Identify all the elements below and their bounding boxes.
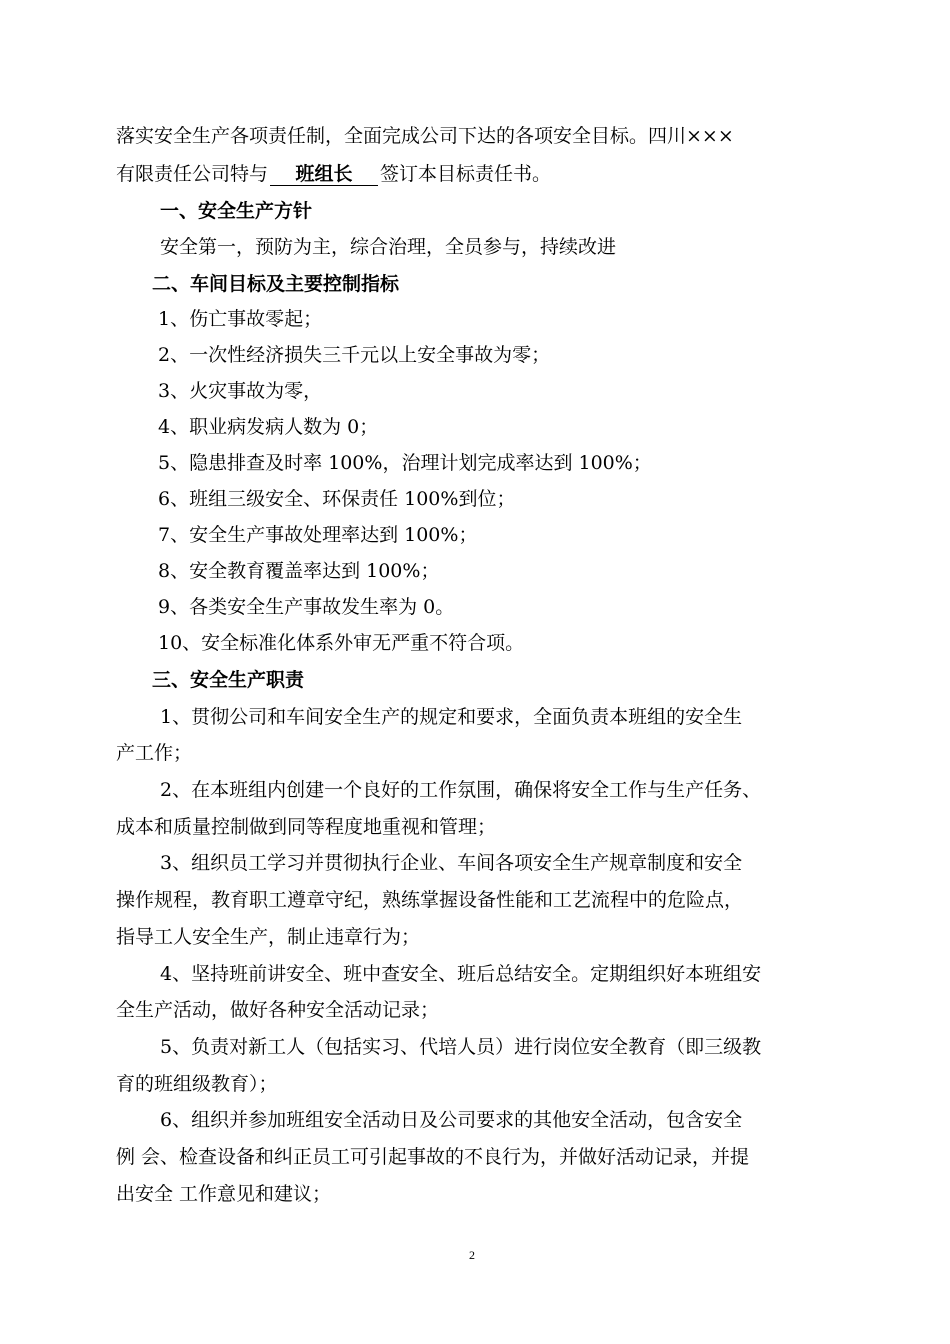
section-1-text: 安全第一，预防为主，综合治理，全员参与，持续改进 [160,236,617,258]
intro-line-2-before: 有限责任公司特与 [116,163,269,185]
target-item: 4、职业病发病人数为 0； [158,416,379,438]
target-item: 2、一次性经济损失三千元以上安全事故为零； [158,344,551,366]
target-item: 1、伤亡事故零起； [158,308,323,330]
duty-line: 6、组织并参加班组安全活动日及公司要求的其他安全活动，包含安全 [160,1109,743,1131]
duty-line: 出安全 工作意见和建议； [116,1183,332,1205]
intro-line-2 [116,162,551,186]
target-item: 7、安全生产事故处理率达到 100%； [158,524,478,546]
section-2-heading: 二、车间目标及主要控制指标 [152,273,400,295]
duty-line: 5、负责对新工人（包括实习、代培人员）进行岗位安全教育（即三级教 [160,1036,762,1058]
intro-line-2-after: 签订本目标责任书。 [380,163,552,185]
target-item: 5、隐患排查及时率 100%，治理计划完成率达到 100%； [158,452,652,474]
duty-line: 全生产活动，做好各种安全活动记录； [116,999,440,1021]
page-number: 2 [469,1248,475,1262]
duty-line: 2、在本班组内创建一个良好的工作氛围，确保将安全工作与生产任务、 [160,779,762,801]
duty-line: 操作规程，教育职工遵章守纪，熟练掌握设备性能和工艺流程中的危险点， [116,889,744,911]
target-item: 10、安全标准化体系外审无严重不符合项。 [158,632,525,654]
target-item: 3、火灾事故为零， [158,380,323,402]
duty-line: 3、组织员工学习并贯彻执行企业、车间各项安全生产规章制度和安全 [160,852,743,874]
duty-line: 产工作； [116,742,193,764]
target-item: 8、安全教育覆盖率达到 100%； [158,560,440,582]
target-item: 6、班组三级安全、环保责任 100%到位； [158,488,516,510]
section-1-heading: 一、安全生产方针 [160,200,313,222]
section-3-heading: 三、安全生产职责 [152,669,305,691]
duty-line: 1、贯彻公司和车间安全生产的规定和要求，全面负责本班组的安全生 [160,706,743,728]
duty-line: 指导工人安全生产，制止违章行为； [116,926,421,948]
duty-line: 例 会、检查设备和纠正员工可引起事故的不良行为，并做好活动记录，并提 [116,1146,750,1168]
duty-line: 育的班组级教育）； [116,1073,278,1095]
intro-line-1: 落实安全生产各项责任制，全面完成公司下达的各项安全目标。四川××× [116,125,734,147]
signee-field: 班组长 [270,163,378,186]
target-item: 9、各类安全生产事故发生率为 0。 [158,596,455,618]
duty-line: 4、坚持班前讲安全、班中查安全、班后总结安全。定期组织好本班组安 [160,963,762,985]
duty-line: 成本和质量控制做到同等程度地重视和管理； [116,816,497,838]
